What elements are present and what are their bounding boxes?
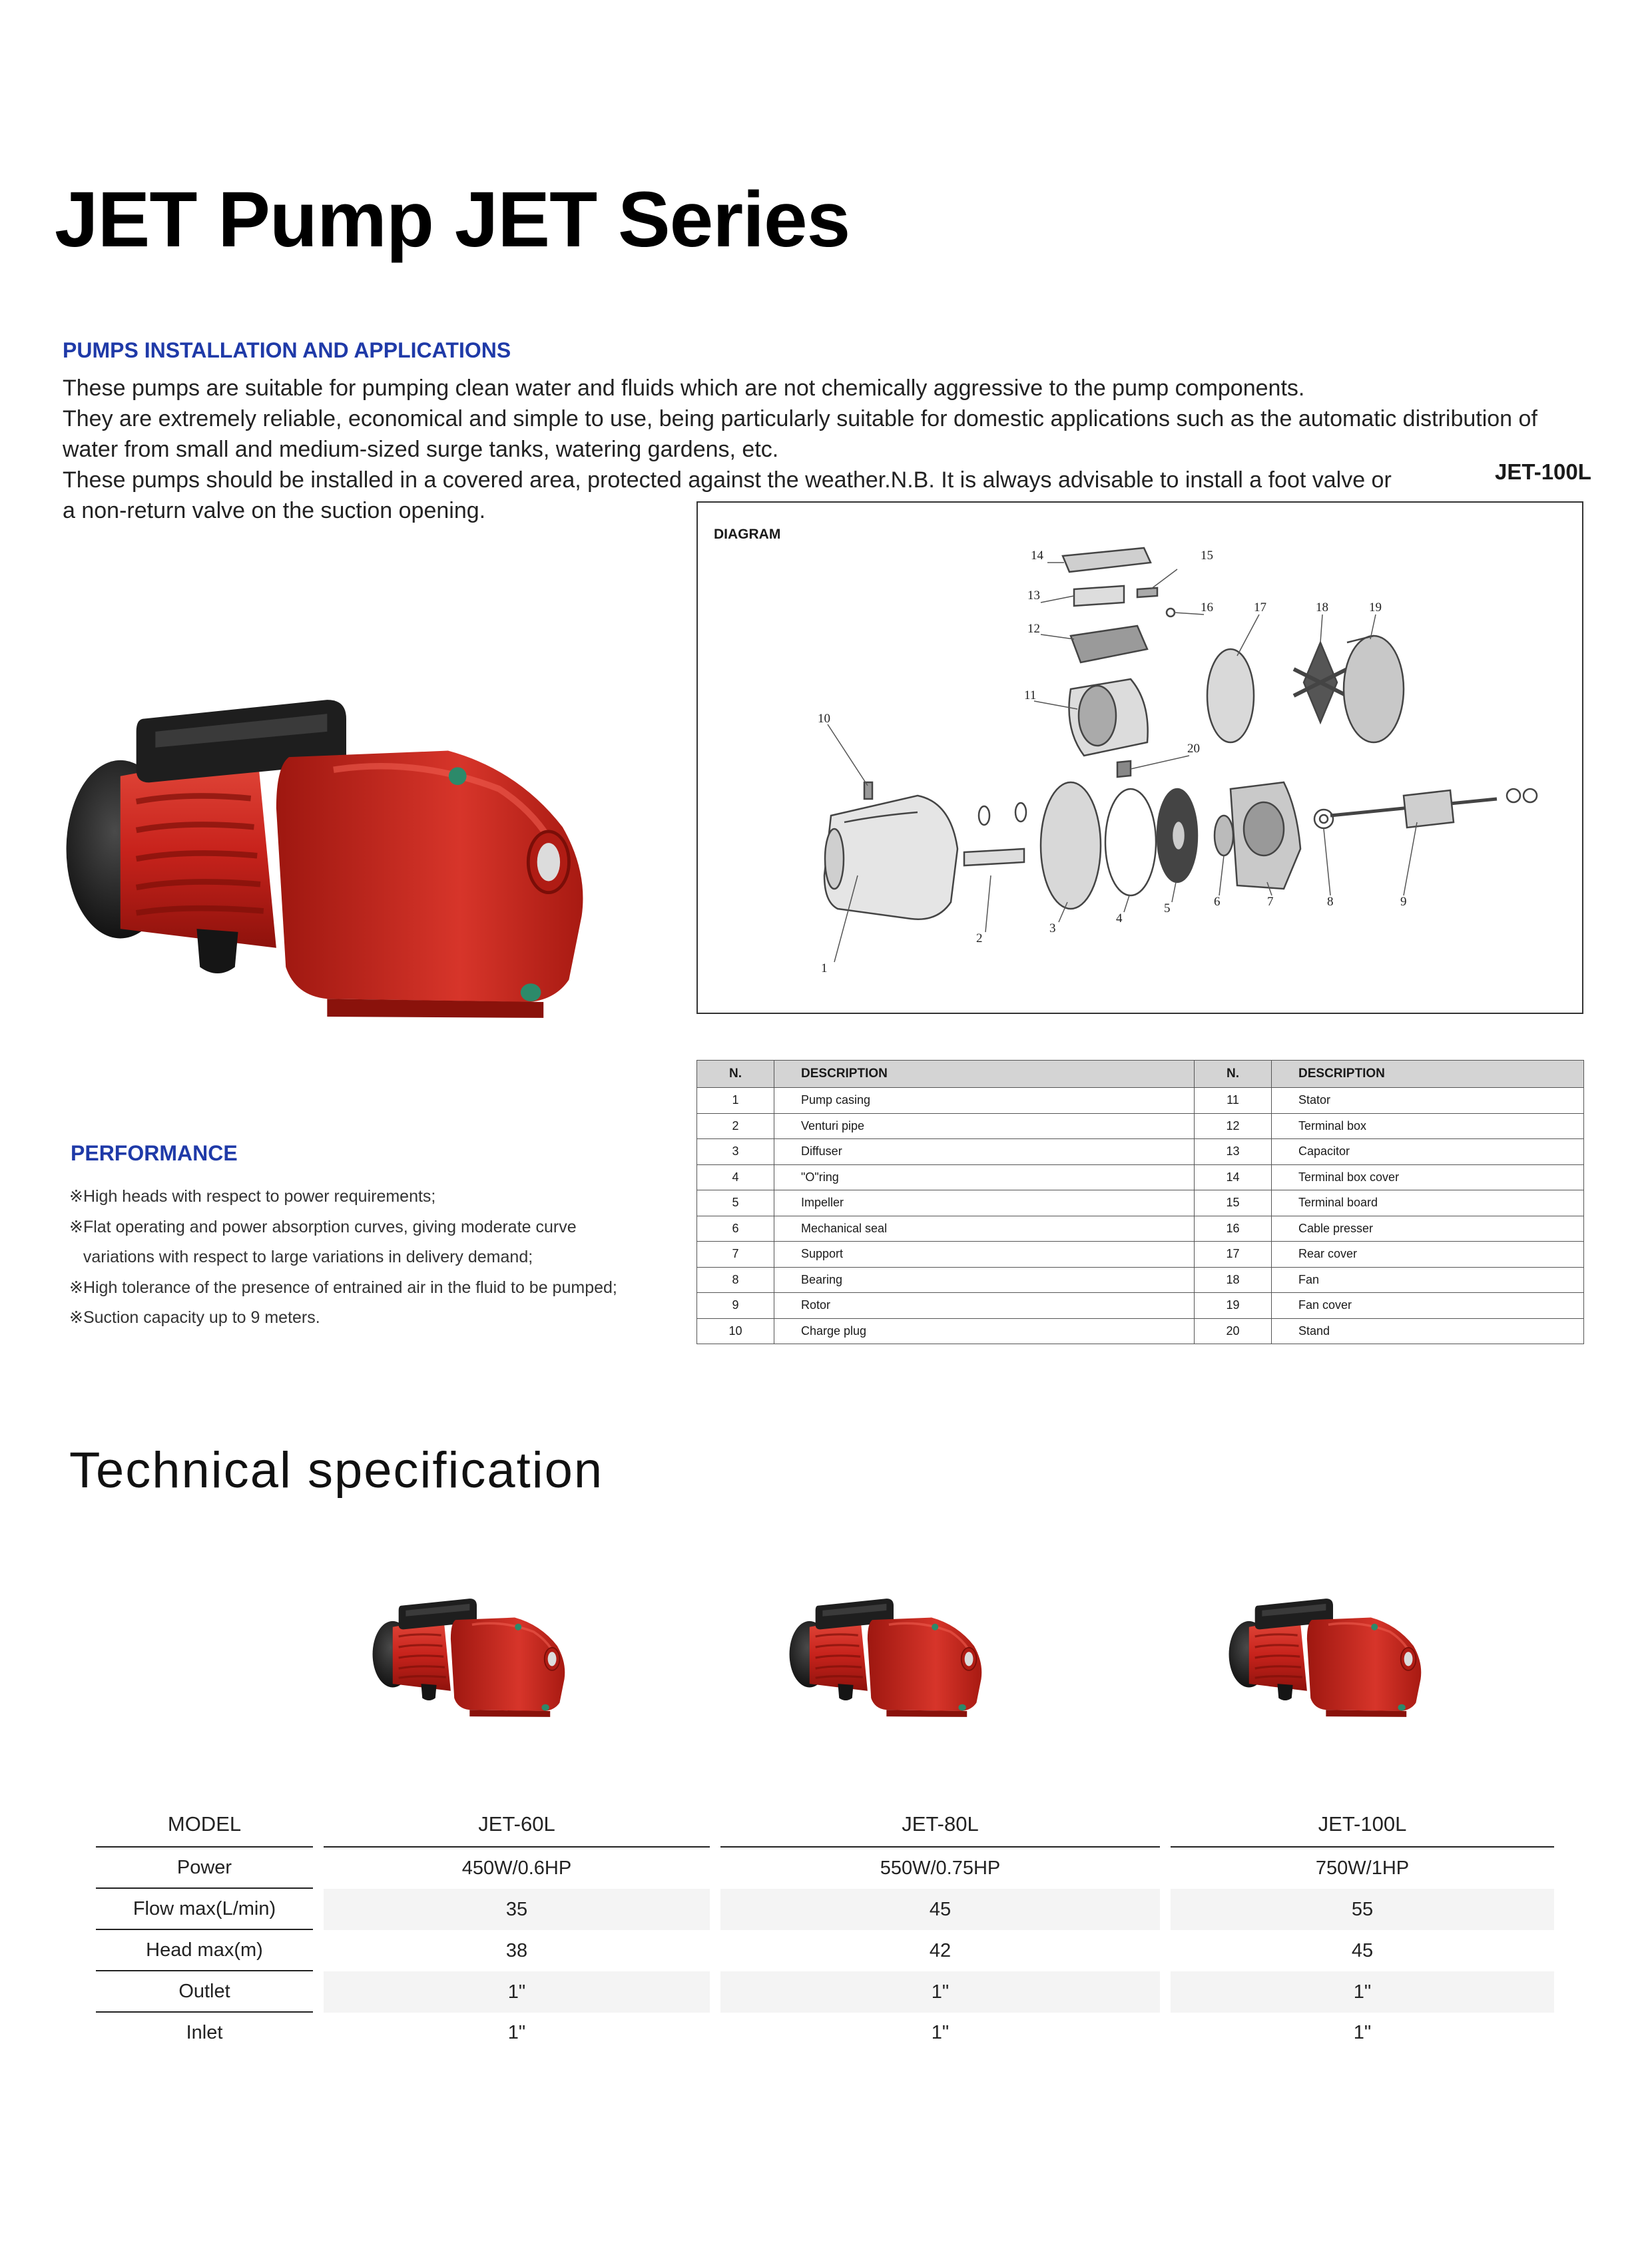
callout-4: 4 xyxy=(1116,911,1123,925)
tech-spec-title: Technical specification xyxy=(69,1442,604,1499)
callout-12: 12 xyxy=(1027,622,1040,636)
part-description: Terminal board xyxy=(1272,1190,1584,1216)
part-description: Pump casing xyxy=(774,1088,1195,1114)
spec-value: 750W/1HP xyxy=(1171,1846,1554,1889)
part-description: Terminal box cover xyxy=(1272,1164,1584,1190)
performance-item: ※Flat operating and power absorption curves, giving moderate curve xyxy=(69,1217,577,1236)
pump-photo xyxy=(60,672,633,1045)
part-number: 17 xyxy=(1195,1242,1272,1268)
model-jet-80l: JET-80L xyxy=(902,1812,979,1836)
part-description: Terminal box xyxy=(1272,1113,1584,1139)
spec-value: 1" xyxy=(1353,2021,1372,2043)
callout-20: 20 xyxy=(1187,742,1200,756)
parts-table-row xyxy=(697,1164,1584,1190)
performance-item: ※Suction capacity up to 9 meters. xyxy=(69,1308,320,1327)
model-jet-100l: JET-100L xyxy=(1318,1812,1407,1836)
part-description: Impeller xyxy=(774,1190,1195,1216)
part-number: 18 xyxy=(1195,1267,1272,1293)
parts-table-row xyxy=(697,1088,1584,1114)
col-header-description-2: DESCRIPTION xyxy=(1272,1061,1584,1088)
parts-table-row xyxy=(697,1293,1584,1319)
part-description: Bearing xyxy=(774,1267,1195,1293)
intro-line-3: These pumps should be installed in a covered area, protected against the weather.N.B. It is always advisable to install a foot valve or a non-return valve on the suction opening. xyxy=(63,467,1392,523)
spec-value: 38 xyxy=(505,1939,528,1961)
parts-table-row xyxy=(697,1216,1584,1242)
part-number: 1 xyxy=(697,1088,774,1114)
spec-row xyxy=(96,1889,1554,1930)
callout-19: 19 xyxy=(1369,601,1382,615)
part-number: 11 xyxy=(1195,1088,1272,1114)
spec-header-row xyxy=(96,1802,1554,1846)
pump-photo-jet-60l xyxy=(370,1591,583,1724)
part-description: Charge plug xyxy=(774,1318,1195,1344)
spec-value: 35 xyxy=(324,1889,710,1930)
spec-value: 1" xyxy=(931,2021,950,2043)
spec-label: Power xyxy=(96,1846,313,1889)
spec-value: 550W/0.75HP xyxy=(720,1846,1160,1889)
callout-17: 17 xyxy=(1254,601,1266,615)
callout-18: 18 xyxy=(1316,601,1328,615)
part-number: 8 xyxy=(697,1267,774,1293)
parts-table-row xyxy=(697,1318,1584,1344)
callout-5: 5 xyxy=(1164,901,1171,915)
part-number: 5 xyxy=(697,1190,774,1216)
part-number: 6 xyxy=(697,1216,774,1242)
part-number: 13 xyxy=(1195,1139,1272,1165)
col-header-description: DESCRIPTION xyxy=(774,1061,1195,1088)
callout-15: 15 xyxy=(1201,549,1213,563)
part-number: 19 xyxy=(1195,1293,1272,1319)
part-number: 2 xyxy=(697,1113,774,1139)
col-header-n-2: N. xyxy=(1195,1061,1272,1088)
callout-7: 7 xyxy=(1267,895,1274,909)
parts-table-row xyxy=(697,1113,1584,1139)
part-number: 15 xyxy=(1195,1190,1272,1216)
performance-item: variations with respect to large variations in delivery demand; xyxy=(69,1248,533,1266)
parts-table-header xyxy=(697,1061,1584,1088)
part-number: 16 xyxy=(1195,1216,1272,1242)
part-description: "O"ring xyxy=(774,1164,1195,1190)
callout-11: 11 xyxy=(1024,688,1037,702)
page-title: JET Pump JET Series xyxy=(55,176,850,264)
spec-value: 1" xyxy=(1171,1971,1554,2013)
spec-table xyxy=(96,1802,1554,2053)
callout-16: 16 xyxy=(1201,601,1213,615)
part-description: Venturi pipe xyxy=(774,1113,1195,1139)
callout-3: 3 xyxy=(1049,921,1056,935)
diagram-label: DIAGRAM xyxy=(714,527,781,542)
callout-13: 13 xyxy=(1027,589,1040,603)
part-number: 9 xyxy=(697,1293,774,1319)
callout-2: 2 xyxy=(976,931,983,945)
performance-item: ※High heads with respect to power requirements; xyxy=(69,1187,436,1206)
spec-value: 55 xyxy=(1171,1889,1554,1930)
part-description: Support xyxy=(774,1242,1195,1268)
part-description: Capacitor xyxy=(1272,1139,1584,1165)
spec-label: Outlet xyxy=(96,1971,313,2013)
pump-photo-jet-100l xyxy=(1227,1591,1440,1724)
spec-value: 450W/0.6HP xyxy=(324,1846,710,1889)
callout-8: 8 xyxy=(1327,895,1334,909)
part-description: Cable presser xyxy=(1272,1216,1584,1242)
spec-row xyxy=(96,1846,1554,1889)
spec-label: Head max(m) xyxy=(96,1930,313,1971)
intro-line-2: They are extremely reliable, economical and simple to use, being particularly suitable for domestic applications such as the automatic distribution of water from small and medium-sized surge tanks, watering gardens, etc. xyxy=(63,406,1537,462)
part-number: 7 xyxy=(697,1242,774,1268)
part-number: 12 xyxy=(1195,1113,1272,1139)
spec-label: Inlet xyxy=(186,2021,223,2043)
performance-heading: PERFORMANCE xyxy=(71,1141,238,1165)
intro-line-1: These pumps are suitable for pumping clean water and fluids which are not chemically aggressive to the pump components. xyxy=(63,375,1305,401)
parts-table-row xyxy=(697,1267,1584,1293)
spec-row xyxy=(96,1971,1554,2013)
performance-list xyxy=(69,1182,617,1334)
callout-1: 1 xyxy=(821,961,828,975)
parts-table-row xyxy=(697,1190,1584,1216)
callout-10: 10 xyxy=(818,712,830,726)
spec-row xyxy=(96,2013,1554,2053)
spec-value: 1" xyxy=(720,1971,1160,2013)
diagram-model-label: JET-100L xyxy=(1495,459,1591,484)
part-number: 14 xyxy=(1195,1164,1272,1190)
part-number: 3 xyxy=(697,1139,774,1165)
model-jet-60l: JET-60L xyxy=(478,1812,555,1836)
part-description: Fan xyxy=(1272,1267,1584,1293)
part-description: Rear cover xyxy=(1272,1242,1584,1268)
col-header-n: N. xyxy=(697,1061,774,1088)
pump-photo-jet-80l xyxy=(787,1591,1000,1724)
part-number: 4 xyxy=(697,1164,774,1190)
spec-row xyxy=(96,1930,1554,1971)
part-description: Diffuser xyxy=(774,1139,1195,1165)
callout-9: 9 xyxy=(1400,895,1407,909)
exploded-view-drawing xyxy=(698,503,1582,1013)
part-description: Stand xyxy=(1272,1318,1584,1344)
parts-table-row xyxy=(697,1139,1584,1165)
parts-table-row xyxy=(697,1242,1584,1268)
part-description: Fan cover xyxy=(1272,1293,1584,1319)
installation-heading: PUMPS INSTALLATION AND APPLICATIONS xyxy=(63,338,511,362)
spec-value: 1" xyxy=(507,2021,526,2043)
spec-label: Flow max(L/min) xyxy=(96,1889,313,1930)
performance-item: ※High tolerance of the presence of entrained air in the fluid to be pumped; xyxy=(69,1278,617,1297)
part-description: Mechanical seal xyxy=(774,1216,1195,1242)
spec-value: 45 xyxy=(720,1889,1160,1930)
part-description: Stator xyxy=(1272,1088,1584,1114)
parts-table xyxy=(696,1060,1584,1344)
part-number: 10 xyxy=(697,1318,774,1344)
callout-14: 14 xyxy=(1031,549,1043,563)
part-description: Rotor xyxy=(774,1293,1195,1319)
callout-6: 6 xyxy=(1214,895,1221,909)
exploded-diagram xyxy=(696,501,1583,1014)
model-label: MODEL xyxy=(167,1812,242,1836)
part-number: 20 xyxy=(1195,1318,1272,1344)
spec-value: 45 xyxy=(1351,1939,1374,1961)
spec-value: 1" xyxy=(324,1971,710,2013)
spec-value: 42 xyxy=(929,1939,952,1961)
